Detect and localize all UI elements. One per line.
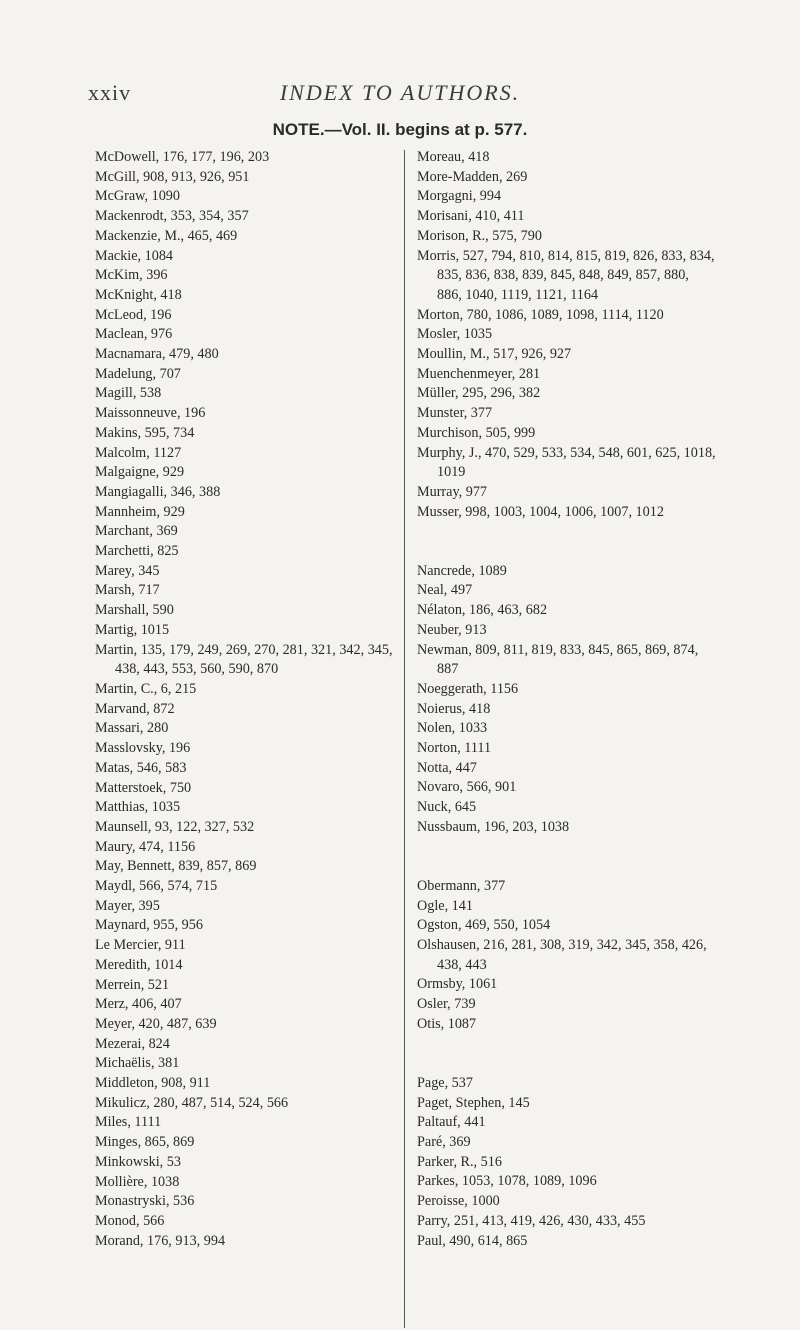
- index-entry: McGill, 908, 913, 926, 951: [95, 168, 250, 185]
- index-entry: Novaro, 566, 901: [417, 779, 517, 796]
- index-entry: Minges, 865, 869: [95, 1134, 195, 1151]
- index-entry: Makins, 595, 734: [95, 424, 195, 441]
- index-entry: Paul, 490, 614, 865: [417, 1232, 528, 1249]
- index-entry: May, Bennett, 839, 857, 869: [95, 858, 257, 875]
- index-entry: McGraw, 1090: [95, 188, 180, 205]
- index-entry: Marvand, 872: [95, 700, 175, 717]
- index-entry: Meyer, 420, 487, 639: [95, 1015, 217, 1032]
- index-entry: Mangiagalli, 346, 388: [95, 483, 221, 500]
- index-entry: Meredith, 1014: [95, 956, 183, 973]
- index-letter-group: [417, 1074, 717, 1251]
- group-spacer: [417, 838, 717, 858]
- index-entry: Macnamara, 479, 480: [95, 346, 219, 363]
- index-entry: Müller, 295, 296, 382: [417, 385, 541, 402]
- index-entry: Paré, 369: [417, 1134, 471, 1151]
- index-letter-group: [417, 148, 717, 522]
- index-entry: Matthias, 1035: [95, 799, 181, 816]
- index-entry: Matterstoek, 750: [95, 779, 192, 796]
- index-entry: Maclean, 976: [95, 326, 173, 343]
- index-entry: Ogle, 141: [417, 897, 473, 914]
- index-entry: Mollière, 1038: [95, 1173, 180, 1190]
- index-entry: Nélaton, 186, 463, 682: [417, 602, 548, 619]
- index-entry: Ogston, 469, 550, 1054: [417, 917, 551, 934]
- index-entry: Maydl, 566, 574, 715: [95, 878, 218, 895]
- group-spacer: [417, 857, 717, 877]
- index-entry: Martig, 1015: [95, 621, 170, 638]
- index-entry: Maury, 474, 1156: [95, 838, 196, 855]
- index-entry: Mayer, 395: [95, 897, 160, 914]
- index-entry: Marshall, 590: [95, 602, 174, 619]
- volume-note: NOTE.—Vol. II. begins at p. 577.: [272, 120, 528, 139]
- index-entry: Parkes, 1053, 1078, 1089, 1096: [417, 1173, 597, 1190]
- index-entry: Mosler, 1035: [417, 326, 493, 343]
- index-entry: Monod, 566: [95, 1212, 165, 1229]
- index-entry: Malgaigne, 929: [95, 464, 185, 481]
- index-entry: Moullin, M., 517, 926, 927: [417, 346, 572, 363]
- index-entry: Marsh, 717: [95, 582, 160, 599]
- index-entry: More-Madden, 269: [417, 168, 528, 185]
- index-entry: Munster, 377: [417, 405, 493, 422]
- index-entry: McKim, 396: [95, 267, 168, 284]
- index-entry: Magill, 538: [95, 385, 162, 402]
- index-entry: Merrein, 521: [95, 976, 170, 993]
- index-entry: Madelung, 707: [95, 365, 181, 382]
- index-entry: Osler, 739: [417, 996, 476, 1013]
- column-divider: [404, 150, 405, 1328]
- index-entry: Morison, R., 575, 790: [417, 227, 542, 244]
- index-entry: Noeggerath, 1156: [417, 680, 519, 697]
- index-entry: Martin, C., 6, 215: [95, 680, 197, 697]
- index-entry: Maissonneuve, 196: [95, 405, 206, 422]
- index-entry: Marchant, 369: [95, 523, 178, 540]
- page-number: xxiv: [88, 80, 132, 105]
- index-entry: Murphy, J., 470, 529, 533, 534, 548, 601, 625, 1018, 1019: [417, 444, 716, 481]
- index-letter-group: [417, 877, 717, 1035]
- group-spacer: [417, 1054, 717, 1074]
- index-entry: Malcolm, 1127: [95, 444, 182, 461]
- index-entry: Paget, Stephen, 145: [417, 1094, 530, 1111]
- index-entry: McDowell, 176, 177, 196, 203: [95, 149, 270, 165]
- index-column-left: [95, 148, 395, 1251]
- index-entry: Mannheim, 929: [95, 503, 185, 520]
- index-letter-group: [417, 562, 717, 838]
- index-entry: Minkowski, 53: [95, 1153, 181, 1170]
- index-entry: Muenchenmeyer, 281: [417, 365, 541, 382]
- index-entry: Michaëlis, 381: [95, 1055, 180, 1072]
- index-entry: Morisani, 410, 411: [417, 208, 525, 225]
- running-head-title: INDEX TO AUTHORS.: [279, 80, 521, 105]
- index-entry: Miles, 1111: [95, 1114, 162, 1131]
- index-entry: Mezerai, 824: [95, 1035, 170, 1052]
- index-entry: Neuber, 913: [417, 621, 487, 638]
- index-entry: Le Mercier, 911: [95, 937, 186, 954]
- index-entry: Otis, 1087: [417, 1015, 477, 1032]
- index-entry: Morris, 527, 794, 810, 814, 815, 819, 826, 833, 834, 835, 836, 838, 839, 845, 848, 849, 857, 880, 886, 1040, 1119, 1121, 1164: [417, 247, 715, 303]
- group-spacer: [417, 522, 717, 542]
- index-entry: Monastryski, 536: [95, 1193, 195, 1210]
- index-entry: Mackenrodt, 353, 354, 357: [95, 208, 249, 225]
- index-entry: Parker, R., 516: [417, 1153, 502, 1170]
- group-spacer: [417, 1035, 717, 1055]
- index-entry: McKnight, 418: [95, 286, 182, 303]
- index-entry: Ormsby, 1061: [417, 976, 498, 993]
- index-entry: Morand, 176, 913, 994: [95, 1232, 226, 1249]
- index-entry: Marey, 345: [95, 562, 160, 579]
- index-entry: Nuck, 645: [417, 799, 477, 816]
- index-entry: Middleton, 908, 911: [95, 1075, 211, 1092]
- index-entry: Musser, 998, 1003, 1004, 1006, 1007, 1012: [417, 503, 664, 520]
- index-entry: Newman, 809, 811, 819, 833, 845, 865, 869, 874, 887: [417, 641, 699, 678]
- index-entry: Mikulicz, 280, 487, 514, 524, 566: [95, 1094, 289, 1111]
- index-entry: Page, 537: [417, 1074, 473, 1091]
- index-entry: Morgagni, 994: [417, 188, 502, 205]
- index-entry: Notta, 447: [417, 759, 477, 776]
- group-spacer: [417, 542, 717, 562]
- index-entry: Nolen, 1033: [417, 720, 488, 737]
- index-entry: Moreau, 418: [417, 149, 490, 165]
- index-entry: Martin, 135, 179, 249, 269, 270, 281, 321, 342, 345, 438, 443, 553, 560, 590, 870: [95, 641, 393, 678]
- index-entry: Massari, 280: [95, 720, 169, 737]
- index-entry: Mackie, 1084: [95, 247, 174, 264]
- index-entry: Obermann, 377: [417, 877, 506, 894]
- index-entry: Maunsell, 93, 122, 327, 532: [95, 818, 255, 835]
- index-entry: Noierus, 418: [417, 700, 491, 717]
- index-entry: Masslovsky, 196: [95, 740, 191, 757]
- index-entry: Paltauf, 441: [417, 1114, 486, 1131]
- index-entry: McLeod, 196: [95, 306, 172, 323]
- index-entry: Olshausen, 216, 281, 308, 319, 342, 345, 358, 426, 438, 443: [417, 937, 707, 973]
- index-entry: Morton, 780, 1086, 1089, 1098, 1114, 1120: [417, 306, 664, 323]
- index-entry: Maynard, 955, 956: [95, 917, 203, 934]
- index-entry: Norton, 1111: [417, 740, 492, 757]
- index-entry: Matas, 546, 583: [95, 759, 187, 776]
- index-entry: Mackenzie, M., 465, 469: [95, 227, 238, 244]
- index-entry: Parry, 251, 413, 419, 426, 430, 433, 455: [417, 1212, 646, 1229]
- index-entry: Nussbaum, 196, 203, 1038: [417, 818, 570, 835]
- index-entry: Merz, 406, 407: [95, 996, 182, 1013]
- index-entry: Peroisse, 1000: [417, 1193, 500, 1210]
- index-entry: Murray, 977: [417, 483, 488, 500]
- index-entry: Neal, 497: [417, 582, 473, 599]
- index-entry: Murchison, 505, 999: [417, 424, 536, 441]
- index-entry: Nancrede, 1089: [417, 562, 507, 579]
- index-column-right: [417, 148, 717, 1251]
- index-entry: Marchetti, 825: [95, 543, 179, 560]
